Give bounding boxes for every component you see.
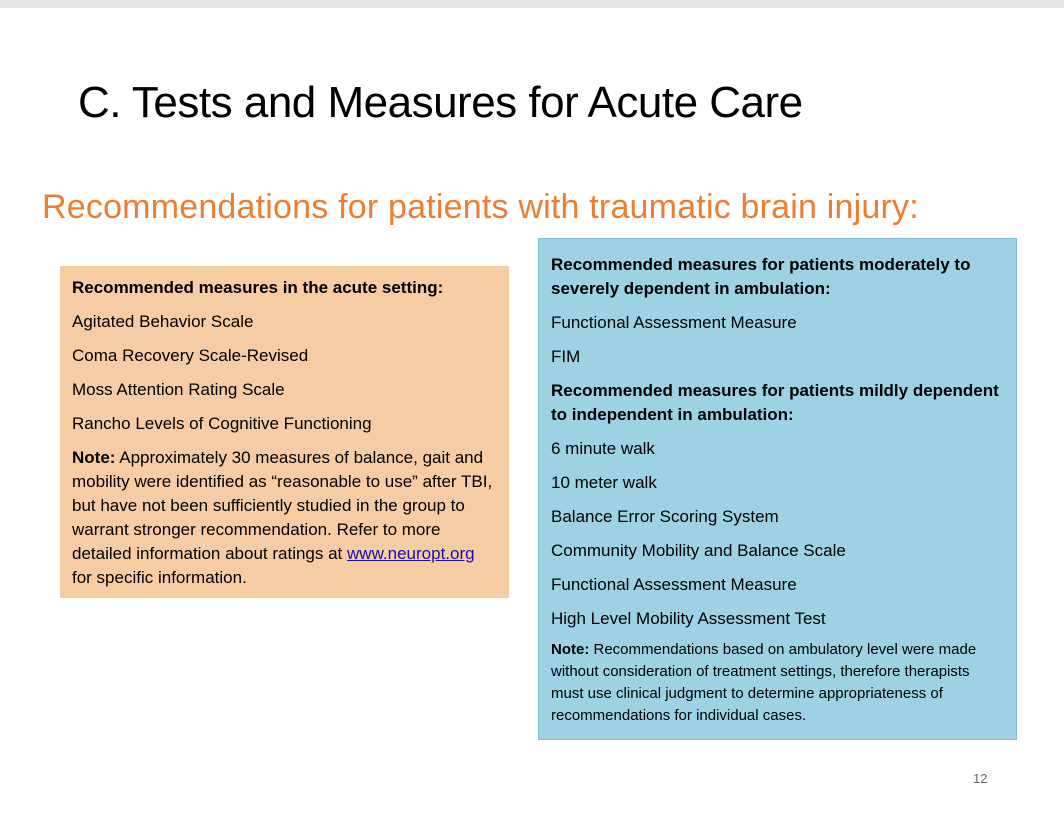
measure-item: High Level Mobility Assessment Test	[551, 609, 826, 628]
page-number: 12	[973, 771, 988, 786]
note-label: Note:	[551, 641, 590, 658]
slide-subtitle: Recommendations for patients with traumatic brain injury:	[42, 188, 919, 226]
measure-item: Functional Assessment Measure	[551, 313, 797, 332]
measure-item: 10 meter walk	[551, 473, 657, 492]
ambulation-note	[551, 639, 1004, 727]
measure-item: FIM	[551, 347, 581, 366]
measure-item: Balance Error Scoring System	[551, 507, 779, 526]
acute-setting-note	[72, 446, 497, 590]
note-text: Approximately 30 measures of balance, gait and mobility were identified as “reasonable to use” after TBI, but have not been sufficiently studied in the group to warrant stronger recommendation. Refer to more detailed information about ratings at	[72, 448, 493, 563]
note-label: Note:	[72, 448, 116, 467]
note-text: Recommendations based on ambulatory level were made without consideration of treatment settings, therefore therapists must use clinical judgment to determine appropriateness of recommendations for individual cases.	[551, 641, 977, 724]
measure-item: Moss Attention Rating Scale	[72, 380, 285, 399]
moderate-dependence-heading: Recommended measures for patients moderately to severely dependent in ambulation:	[551, 255, 971, 298]
acute-setting-heading: Recommended measures in the acute setting:	[72, 278, 444, 297]
mild-dependence-heading: Recommended measures for patients mildly dependent to independent in ambulation:	[551, 381, 999, 424]
measure-item: Agitated Behavior Scale	[72, 312, 254, 331]
measure-item: Community Mobility and Balance Scale	[551, 541, 846, 560]
note-tail: for specific information.	[72, 568, 247, 587]
top-border	[0, 0, 1064, 8]
neuropt-link[interactable]: www.neuropt.org	[347, 544, 475, 563]
measure-item: Coma Recovery Scale-Revised	[72, 346, 309, 365]
slide-title: C. Tests and Measures for Acute Care	[78, 78, 803, 127]
measure-item: 6 minute walk	[551, 439, 655, 458]
ambulation-box	[538, 238, 1017, 740]
measure-item: Functional Assessment Measure	[551, 575, 797, 594]
measure-item: Rancho Levels of Cognitive Functioning	[72, 414, 372, 433]
acute-setting-box	[60, 266, 509, 598]
